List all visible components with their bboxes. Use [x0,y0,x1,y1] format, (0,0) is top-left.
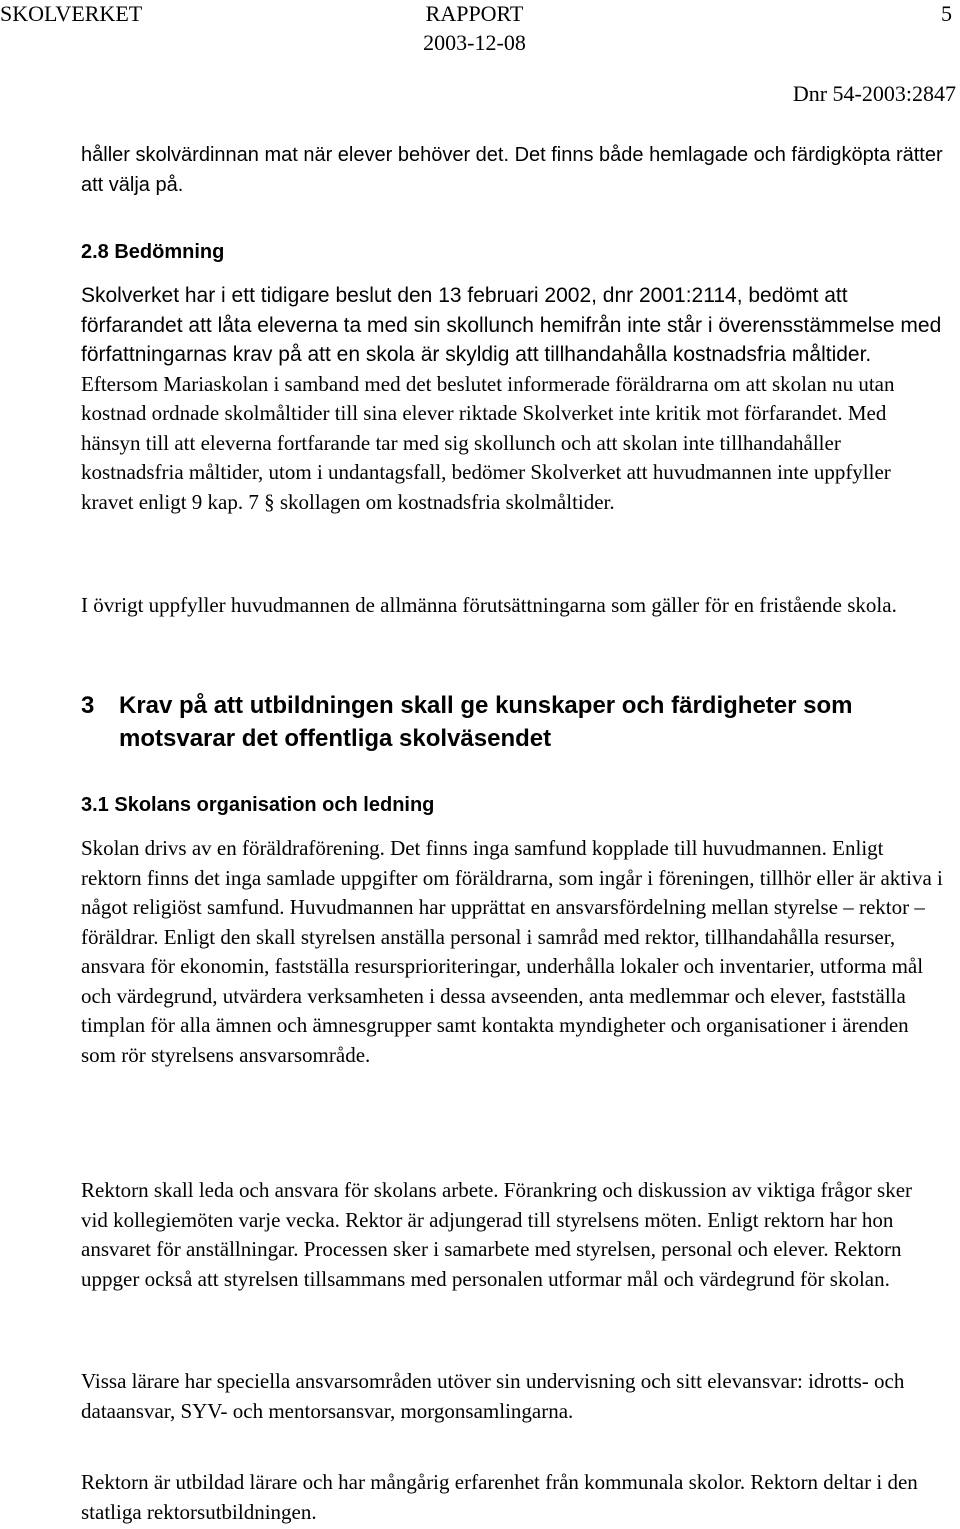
page-number: 5 [941,1,952,26]
paragraph: Rektorn är utbildad lärare och har mångårig erfarenhet från kommunala skolor. Rektorn deltar i den statliga rektorsutbildningen. [81,1470,918,1524]
intro-paragraph: håller skolvärdinnan mat när elever behöver det. Det finns både hemlagade och färdigköpta rätter att välja på. [81,144,943,196]
paragraph: Rektorn skall leda och ansvara för skolans arbete. Förankring och diskussion av viktiga frågor sker vid kollegiemöten varje vecka. Rektor är adjungerad till styrelsens möten. Enligt rektorn har hon ansvaret för anställningar. Processen sker i samarbete med styrelsen, personal och elever. Rektorn uppger också att styrelsen tillsammans med personalen utformar mål och värdegrund för skolan. [81,1178,913,1291]
section-3-1-heading: 3.1 Skolans organisation och ledning [81,794,435,816]
section-2-8-rest: Eftersom Mariaskolan i samband med det beslutet informerade föräldrarna om att skolan nu utan kostnad ordnade skolmåltider till sina elever riktade Skolverket inte kritik mot förfarandet. Med hänsyn till att eleverna fortfarande tar med sig skollunch och att skolan inte tillhandahåller kostnadsfria måltider, utom i undantagsfall, bedömer Skolverket att huvudmannen inte uppfyller kravet enligt 9 kap. 7 § skollagen om kostnadsfria skolmåltider. [81,371,895,514]
section-3-number: 3 [81,692,95,719]
header-date: 2003-12-08 [423,30,526,55]
header-dnr: Dnr 54-2003:2847 [792,81,956,106]
section-2-8-lead: Skolverket har i ett tidigare beslut den 13 februari 2002, dnr 2001:2114, bedömt att förfarandet att låta eleverna ta med sin skollunch hemifrån inte står i överensstämmelse med författningarnas krav på att en skola är skyldig att tillhandahålla kostnadsfria måltider. [81,284,942,366]
section-3-heading [81,689,943,755]
section-2-8-heading: 2.8 Bedömning [81,241,225,263]
section-3-title: Krav på att utbildningen skall ge kunskaper och färdigheter som motsvarar det offentliga skolväsendet [119,692,853,752]
header-org: SKOLVERKET [0,1,143,26]
section-2-8-paragraph-1 [81,281,943,517]
paragraph: Skolan drivs av en föräldraförening. Det finns inga samfund kopplade till huvudmannen. Enligt rektorn finns det inga samlade uppgifter om föräldrarna, som ingår i föreningen, tillhör eller är aktiva i något religiöst samfund. Huvudmannen har upprättat en ansvarsfördelning mellan styrelse – rektor – föräldrar. Enligt den skall styrelsen anställa personal i samråd med rektor, tillhandahålla resurser, ansvara för ekonomin, fastställa resursprioriteringar, underhålla lokaler och inventarier, utforma mål och värdegrund, utvärdera verksamheten i dessa avseenden, anta medlemmar och elever, fastställa timplan för alla ämnen och ämnesgrupper samt kontakta myndigheter och organisationer i ärenden som rör styrelsens ansvarsområde. [81,836,943,1067]
paragraph: Vissa lärare har speciella ansvarsområden utöver sin undervisning och sitt elevansvar: idrotts- och dataansvar, SYV- och mentorsansvar, morgonsamlingarna. [81,1369,905,1423]
header-doc-type: RAPPORT [425,1,524,26]
section-2-8-paragraph-2: I övrigt uppfyller huvudmannen de allmänna förutsättningarna som gäller för en fristående skola. [81,593,897,617]
